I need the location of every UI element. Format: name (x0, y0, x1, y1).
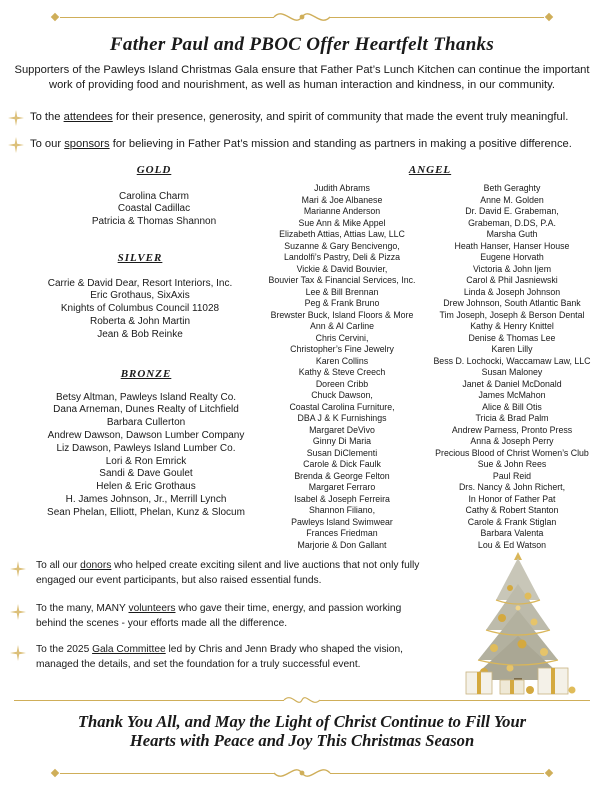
sponsor-name: Andrew Dawson, Dawson Lumber Company (47, 429, 245, 441)
silver-list (6, 278, 274, 342)
sponsor-name: Betsy Altman, Pawleys Island Realty Co. (55, 391, 237, 403)
angel-name: Anna & Joseph Perry (470, 436, 554, 446)
angel-name: Elizabeth Attias, Attias Law, LLC (279, 229, 405, 239)
angel-name: Eugene Horvath (480, 252, 544, 262)
angel-name: Victoria & John Ijem (472, 263, 552, 274)
sponsor-name: Roberta & John Martin (89, 315, 191, 327)
angel-list-left (257, 183, 427, 551)
angel-name: Paul Reid (492, 470, 532, 481)
gold-section (20, 165, 288, 229)
thanks-committee: To the 2025 Gala Committee led by Chris and Jenn Brady who shaped the vision, managed the details, and set the foundation for a truly successful event. (36, 644, 403, 670)
angel-name: Marsha Guth (486, 229, 538, 239)
angel-name: Anne M. Golden (480, 194, 544, 205)
angel-name: Mari & Joe Albanese (301, 194, 383, 205)
angel-name: Lou & Ed Watson (477, 539, 547, 550)
intro-paragraph: Supporters of the Pawleys Island Christmas Gala ensure that Father Pat’s Lunch Kitchen can continue the important work of providing food and nourishment, as well as human interaction and kindness, in our community. (14, 64, 590, 91)
angel-name: Frances Friedman (306, 528, 378, 538)
angel-name: Suzanne & Gary Bencivengo, (284, 240, 400, 251)
angel-name: Grabeman, D.DS, P.A. (468, 217, 556, 228)
angel-name: Bess D. Lochocki, Waccamaw Law, LLC (433, 355, 591, 366)
sponsor-name: Knights of Columbus Council 11028 (60, 303, 220, 315)
sponsor-name: Carrie & David Dear, Resort Interiors, Inc. (47, 277, 233, 289)
angel-name: James McMahon (478, 390, 546, 400)
angel-name: Cathy & Robert Stanton (465, 505, 559, 515)
angel-name: Precious Blood of Christ Women’s Club (435, 447, 589, 458)
angel-name: Ginny Di Maria (312, 436, 372, 446)
angel-name: In Honor of Father Pat (468, 493, 556, 504)
angel-name: Brenda & George Felton (294, 470, 390, 481)
angel-name: Ann & Al Carline (309, 321, 375, 331)
thanks-volunteers: To the many, MANY volunteers who gave their time, energy, and passion working behind the scenes - your efforts made all the difference. (36, 603, 402, 629)
angel-name: Christopher’s Fine Jewelry (290, 344, 394, 354)
angel-name: Alice & Bill Otis (482, 401, 542, 412)
angel-name: Heath Hanser, Hanser House (454, 240, 570, 251)
gold-heading: GOLD (136, 164, 172, 176)
angel-name: Lee & Bill Brennan (305, 286, 379, 297)
angel-name: Marianne Anderson (303, 206, 381, 216)
angel-name: Tricia & Brad Palm (475, 413, 549, 423)
sponsor-name: Patricia & Thomas Shannon (91, 216, 217, 228)
angel-name: Drs. Nancy & John Richert, (458, 482, 566, 492)
sponsor-name: Barbara Cullerton (106, 417, 186, 429)
gold-list (20, 191, 288, 229)
angel-name: Karen Lilly (491, 344, 533, 354)
angel-name: Carol & Phil Jasniewski (466, 275, 558, 285)
sponsor-name: Carolina Charm (118, 190, 190, 202)
silver-heading: SILVER (117, 252, 163, 264)
sponsor-name: Coastal Cadillac (117, 203, 191, 215)
angel-name: Peg & Frank Bruno (304, 298, 380, 308)
angel-name: Pawleys Island Swimwear (291, 516, 393, 527)
angel-list-right (424, 183, 600, 551)
sponsor-name: Sandi & Dave Goulet (99, 468, 193, 480)
angel-name: Isabel & Joseph Ferreira (294, 493, 390, 504)
angel-name: Chuck Dawson, (311, 390, 373, 400)
thanks-donors: To all our donors who helped create exciting silent and live auctions that not only fully engaged our event participants, but also raised essential funds. (36, 560, 420, 586)
sponsor-name: Liz Dawson, Pawleys Island Lumber Co. (56, 442, 236, 454)
thanks-attendees: To the attendees for their presence, generosity, and spirit of community that made the event truly meaningful. (30, 111, 569, 123)
angel-name: Vickie & David Bouvier, (296, 263, 388, 274)
donors-link: donors (80, 560, 112, 571)
sponsor-name: Helen & Eric Grothaus (96, 481, 196, 493)
angel-name: Margaret DeVivo (309, 424, 375, 435)
angel-name: Dr. David E. Grabeman, (465, 206, 559, 216)
angel-name: Susan DiClementi (306, 447, 378, 458)
angel-name: Marjorie & Don Gallant (297, 539, 387, 550)
angel-name: Sue Ann & Mike Appel (298, 217, 386, 228)
snowflake-star-icon (8, 110, 24, 126)
sponsor-name: H. James Johnson, Jr., Merrill Lynch (65, 493, 227, 505)
angel-name: Shannon Filiano, (308, 505, 376, 515)
sponsor-name: Eric Grothaus, SixAxis (90, 290, 190, 302)
angel-name: Denise & Thomas Lee (468, 332, 556, 343)
angel-heading: ANGEL (408, 164, 452, 176)
sponsor-name: Dana Arneman, Dunes Realty of Litchfield (53, 404, 239, 416)
committee-link: Gala Committee (92, 644, 166, 655)
page-title: Father Paul and PBOC Offer Heartfelt Thanks (109, 34, 495, 55)
angel-name: Carole & Dick Faulk (303, 459, 381, 469)
angel-name: Linda & Joseph Johnson (463, 286, 561, 297)
angel-name: Kathy & Steve Creech (298, 367, 386, 377)
sponsor-name: Lori & Ron Emrick (105, 455, 187, 467)
closing-message: Thank You All, and May the Light of Christ Continue to Fill Your Hearts with Peace and Joy This Christmas Season (77, 712, 527, 750)
angel-name: Brewster Buck, Island Floors & More (270, 309, 414, 320)
angel-heading-wrap (370, 165, 490, 177)
snowflake-star-icon (10, 604, 26, 620)
angel-name: Chris Cervini, (315, 332, 369, 343)
angel-name: Beth Geraghty (483, 183, 541, 193)
bronze-list (12, 392, 280, 520)
snowflake-star-icon (8, 137, 24, 153)
snowflake-star-icon (10, 645, 26, 661)
angel-name: Margaret Ferraro (308, 482, 376, 492)
angel-name: Judith Abrams (314, 183, 370, 193)
angel-name: Barbara Valenta (480, 528, 544, 538)
sponsors-link: sponsors (64, 138, 110, 150)
bronze-heading: BRONZE (120, 368, 172, 380)
angel-name: Sue & John Rees (477, 459, 547, 469)
angel-name: Doreen Cribb (315, 378, 369, 389)
angel-name: Coastal Carolina Furniture, (289, 401, 395, 412)
angel-name: Tim Joseph, Joseph & Berson Dental (439, 309, 585, 320)
volunteers-link: volunteers (128, 603, 176, 614)
angel-name: Landolfi’s Pastry, Deli & Pizza (283, 252, 401, 262)
angel-name: Janet & Daniel McDonald (462, 378, 562, 389)
bronze-section (12, 369, 280, 520)
sponsor-name: Sean Phelan, Elliott, Phelan, Kunz & Slocum (47, 506, 245, 518)
angel-name: DBA J & K Furnishings (297, 413, 387, 423)
angel-name: Carole & Frank Stiglan (467, 516, 557, 527)
christmas-tree-illustration (438, 548, 598, 698)
angel-name: Bouvier Tax & Financial Services, Inc. (268, 275, 416, 285)
silver-section (6, 253, 274, 342)
thanks-sponsors: To our sponsors for believing in Father Pat’s mission and standing as partners in making a positive difference. (30, 138, 572, 150)
attendees-link: attendees (63, 111, 113, 123)
angel-name: Kathy & Henry Knittel (470, 321, 554, 331)
snowflake-star-icon (10, 561, 26, 577)
angel-name: Drew Johnson, South Atlantic Bank (443, 298, 581, 308)
angel-name: Andrew Parness, Pronto Press (451, 424, 573, 435)
angel-name: Susan Maloney (481, 367, 543, 377)
sponsor-name: Jean & Bob Reinke (97, 328, 183, 340)
angel-name: Karen Collins (315, 355, 369, 366)
